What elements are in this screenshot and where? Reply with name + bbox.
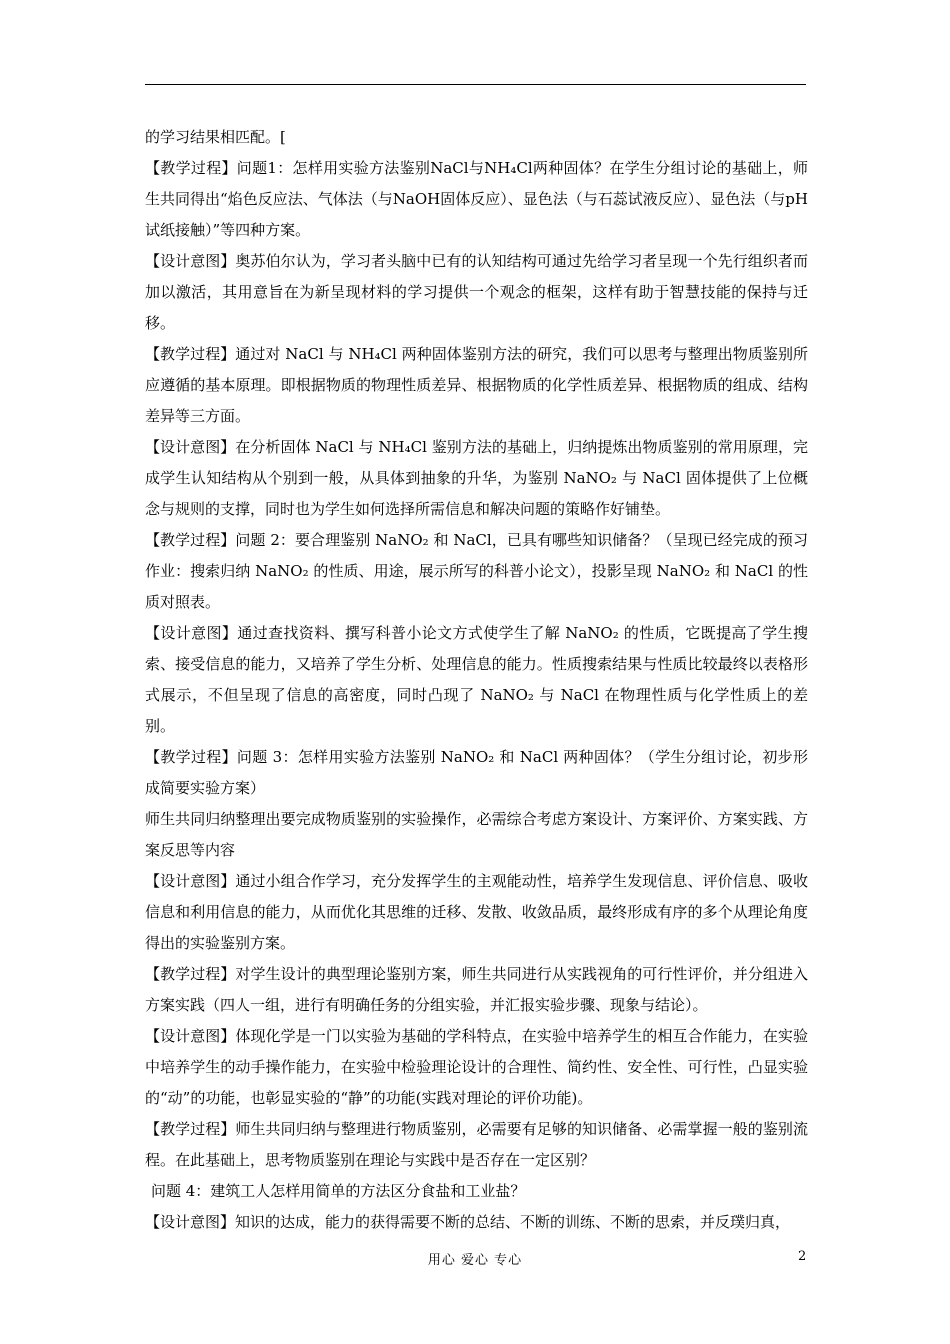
page-number: 2 bbox=[798, 1249, 807, 1264]
document-body bbox=[145, 122, 808, 1238]
paragraph: 【设计意图】通过查找资料、撰写科普小论文方式使学生了解 NaNO₂ 的性质，它既提高了学生搜索、接受信息的能力，又培养了学生分析、处理信息的能力。性质搜索结果与性质比较最终以表格形式展示，不但呈现了信息的高密度，同时凸现了 NaNO₂ 与 NaCl 在物理性质与化学性质上的差别。 bbox=[145, 624, 808, 735]
paragraph: 【教学过程】问题 2：要合理鉴别 NaNO₂ 和 NaCl，已具有哪些知识储备？（呈现已经完成的预习作业：搜索归纳 NaNO₂ 的性质、用途，展示所写的科普小论文），投影呈现 NaNO₂ 和 NaCl 的性质对照表。 bbox=[145, 531, 808, 611]
paragraph: 【设计意图】知识的达成，能力的获得需要不断的总结、不断的训练、不断的思索，并反璞归真， bbox=[145, 1213, 791, 1231]
header-rule bbox=[145, 84, 806, 85]
paragraph: 【设计意图】体现化学是一门以实验为基础的学科特点，在实验中培养学生的相互合作能力，在实验中培养学生的动手操作能力，在实验中检验理论设计的合理性、简约性、安全性、可行性，凸显实验的“动”的功能，也彰显实验的“静”的功能(实践对理论的评价功能)。 bbox=[145, 1027, 808, 1107]
paragraph: 【教学过程】通过对 NaCl 与 NH₄Cl 两种固体鉴别方法的研究，我们可以思考与整理出物质鉴别所应遵循的基本原理。即根据物质的物理性质差异、根据物质的化学性质差异、根据物质的组成、结构差异等三方面。 bbox=[145, 345, 808, 425]
paragraph: 【教学过程】问题1：怎样用实验方法鉴别NaCl与NH₄Cl两种固体？在学生分组讨论的基础上，师生共同得出“焰色反应法、气体法（与NaOH固体反应）、显色法（与石蕊试液反应）、显色法（与pH试纸接触）”等四种方案。 bbox=[145, 159, 808, 239]
paragraph: 的学习结果相匹配。[ bbox=[145, 128, 286, 146]
paragraph: 问题 4：建筑工人怎样用简单的方法区分食盐和工业盐？ bbox=[151, 1182, 526, 1200]
paragraph: 【教学过程】问题 3：怎样用实验方法鉴别 NaNO₂ 和 NaCl 两种固体？（学生分组讨论，初步形成简要实验方案） bbox=[145, 748, 808, 797]
paragraph: 【设计意图】在分析固体 NaCl 与 NH₄Cl 鉴别方法的基础上，归纳提炼出物质鉴别的常用原理，完成学生认知结构从个别到一般，从具体到抽象的升华，为鉴别 NaNO₂ 与 NaCl 固体提供了上位概念与规则的支撑，同时也为学生如何选择所需信息和解决问题的策略作好铺垫。 bbox=[145, 438, 808, 518]
page-footer bbox=[0, 1249, 950, 1269]
paragraph: 【设计意图】通过小组合作学习，充分发挥学生的主观能动性，培养学生发现信息、评价信息、吸收信息和利用信息的能力，从而优化其思维的迁移、发散、收敛品质，最终形成有序的多个从理论角度得出的实验鉴别方案。 bbox=[145, 872, 808, 952]
paragraph: 【设计意图】奥苏伯尔认为，学习者头脑中已有的认知结构可通过先给学习者呈现一个先行组织者而加以激活，其用意旨在为新呈现材料的学习提供一个观念的框架，这样有助于智慧技能的保持与迁移。 bbox=[145, 252, 808, 332]
footer-motto: 用心 爱心 专心 bbox=[427, 1253, 523, 1268]
paragraph: 【教学过程】师生共同归纳与整理进行物质鉴别，必需要有足够的知识储备、必需掌握一般的鉴别流程。在此基础上，思考物质鉴别在理论与实践中是否存在一定区别？ bbox=[145, 1120, 808, 1169]
paragraph: 【教学过程】对学生设计的典型理论鉴别方案，师生共同进行从实践视角的可行性评价，并分组进入方案实践（四人一组，进行有明确任务的分组实验，并汇报实验步骤、现象与结论）。 bbox=[145, 965, 808, 1014]
paragraph: 师生共同归纳整理出要完成物质鉴别的实验操作，必需综合考虑方案设计、方案评价、方案实践、方案反思等内容 bbox=[145, 810, 808, 859]
